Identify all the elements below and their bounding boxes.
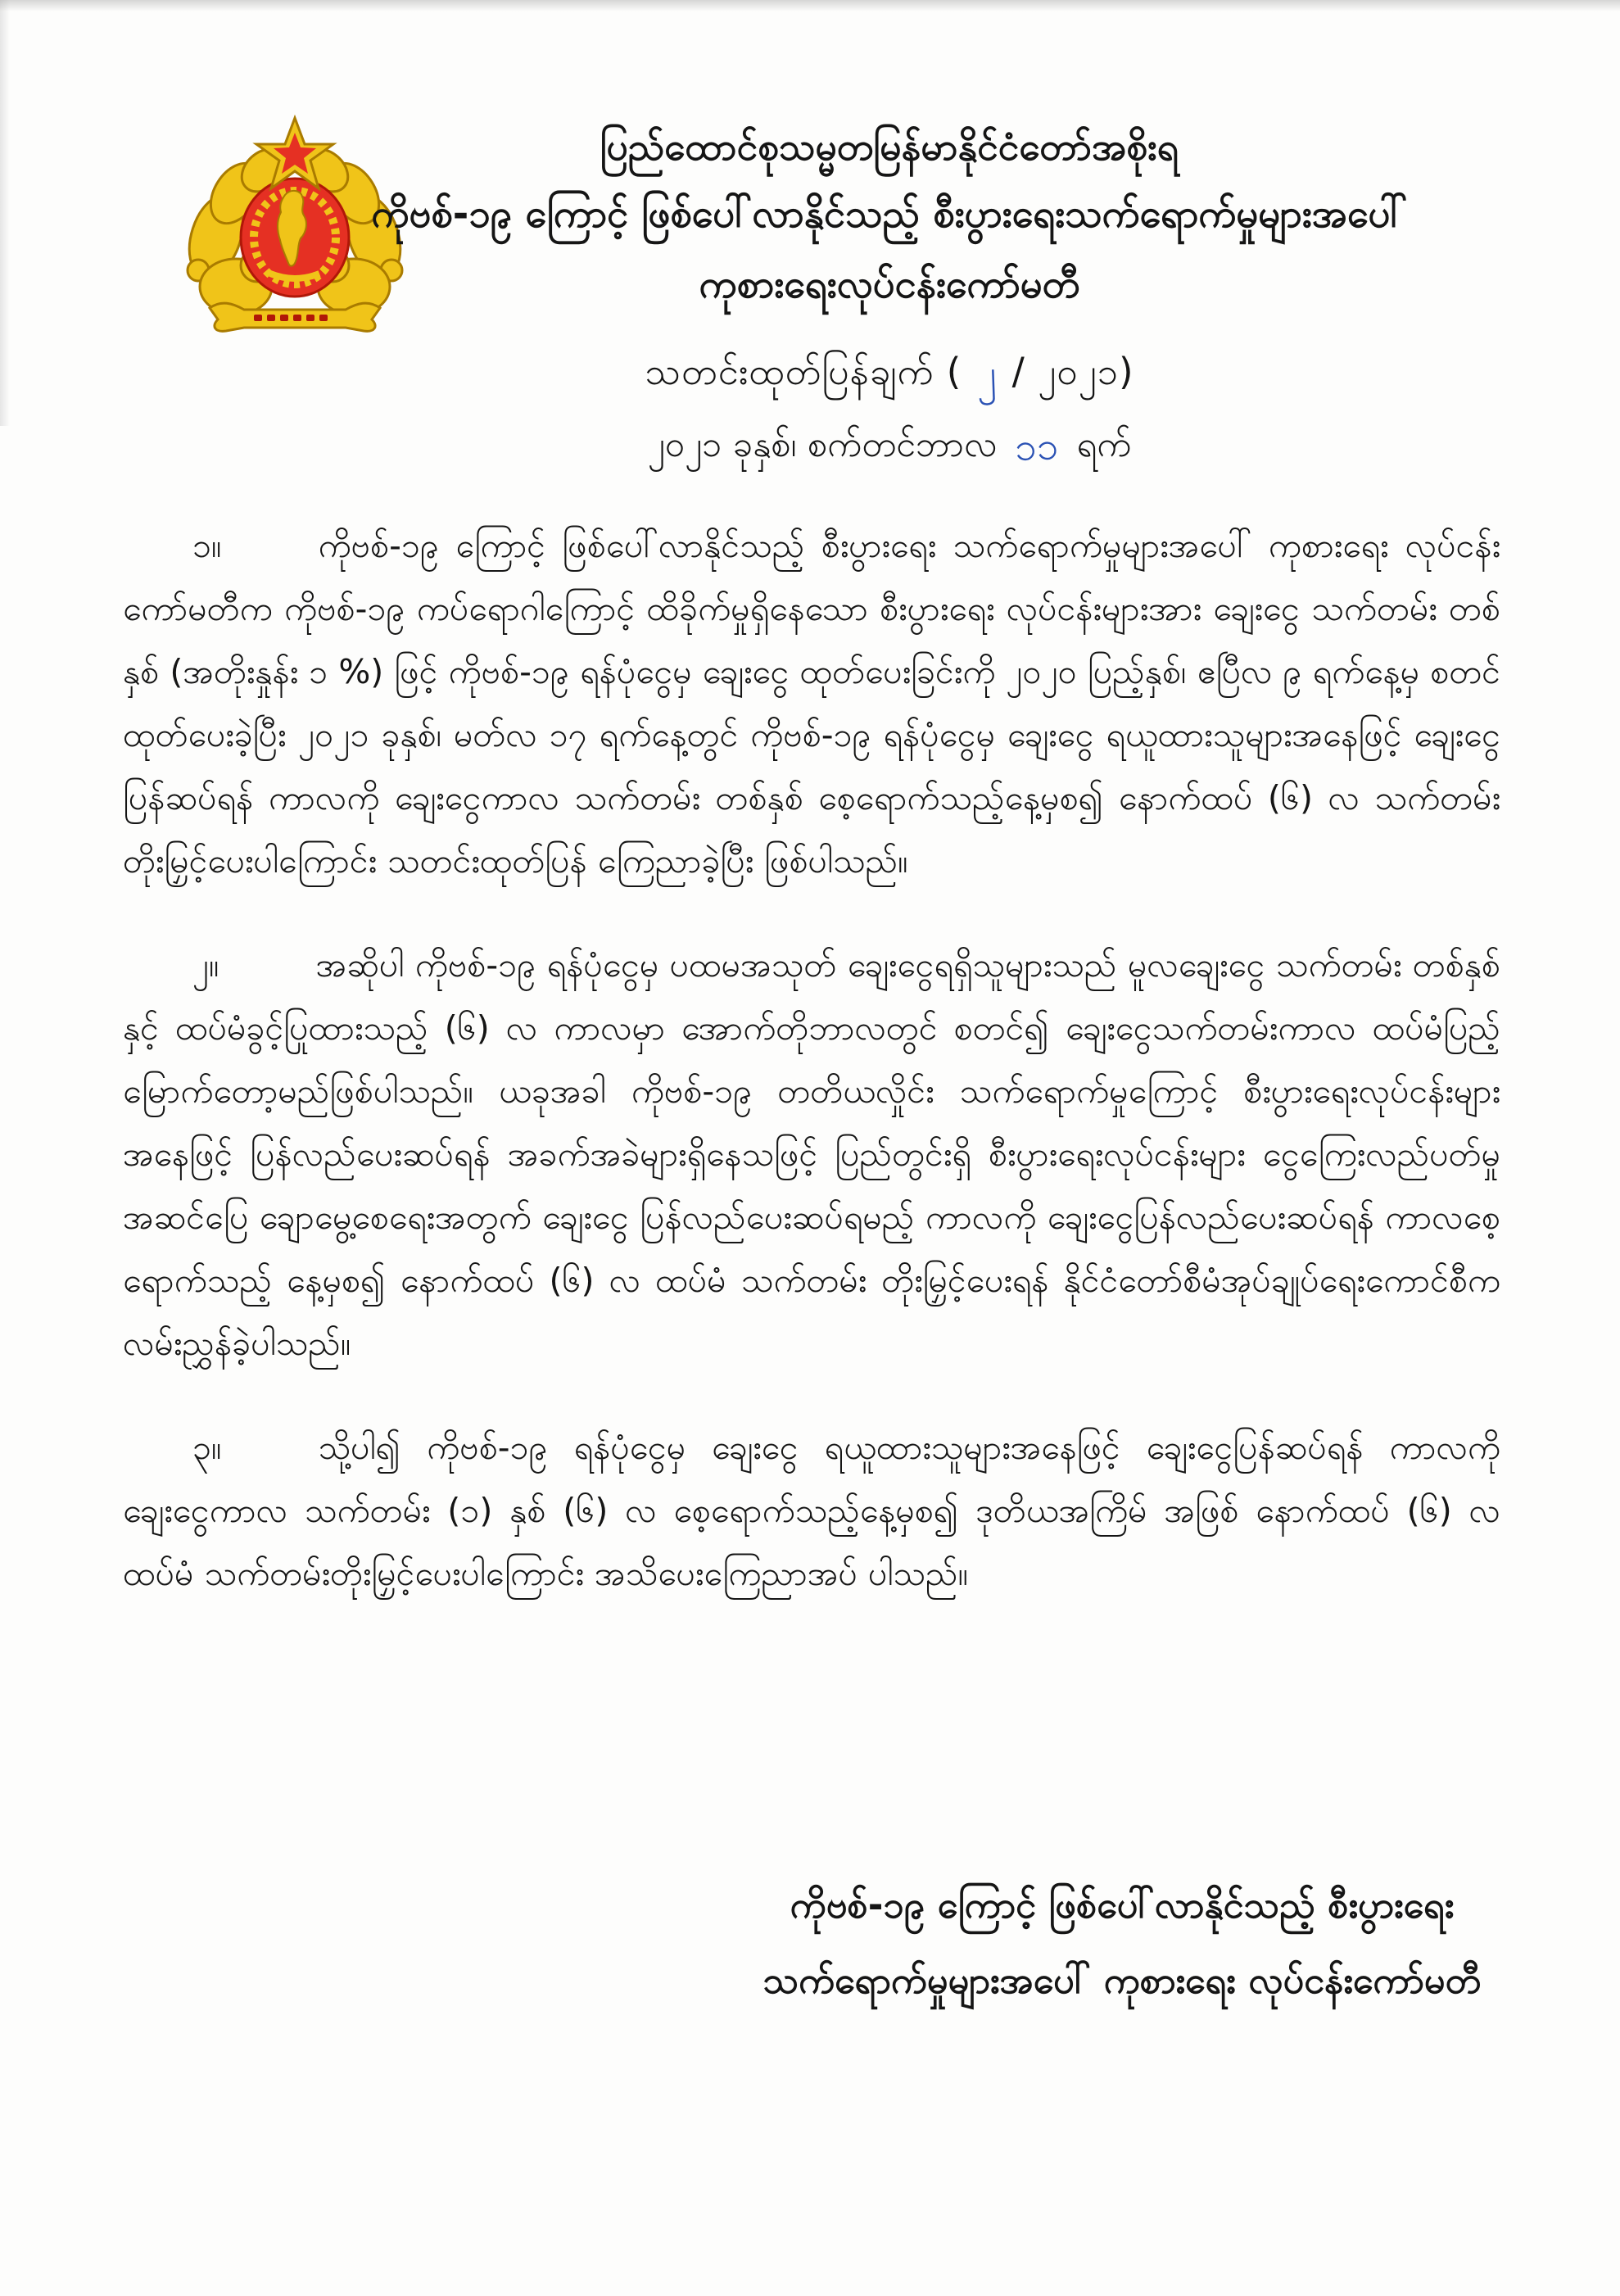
- signature-line-2: သက်ရောက်မှုများအပေါ် ကုစားရေး လုပ်ငန်းကော်မတီ: [762, 1959, 1482, 2002]
- paragraph-1-text: ကိုဗစ်-၁၉ ကြောင့် ဖြစ်ပေါ်လာနိုင်သည့် စီးပွားရေး သက်ရောက်မှုများအပေါ် ကုစားရေး လုပ်ငန်းကော်မတီက ကိုဗစ်-၁၉ ကပ်ရောဂါကြောင့် ထိခိုက်မှုရှိနေသော စီးပွားရေး လုပ်ငန်းများအား ချေးငွေ သက်တမ်း တစ်နှစ် (အတိုးနှုန်း ၁ %) ဖြင့် ကိုဗစ်-၁၉ ရန်ပုံငွေမှ ချေးငွေ ထုတ်ပေးခြင်းကို ၂၀၂၀ ပြည့်နှစ်၊ ဧပြီလ ၉ ရက်နေ့မှ စတင်ထုတ်ပေးခဲ့ပြီး ၂၀၂၁ ခုနှစ်၊ မတ်လ ၁၇ ရက်နေ့တွင် ကိုဗစ်-၁၉ ရန်ပုံငွေမှ ချေးငွေ ရယူထားသူများအနေဖြင့် ချေးငွေ ပြန်ဆပ်ရန် ကာလကို ချေးငွေကာလ သက်တမ်း တစ်နှစ် စေ့ရောက်သည့်နေ့မှစ၍ နောက်ထပ် (၆) လ သက်တမ်းတိုးမြှင့်ပေးပါကြောင်း သတင်းထုတ်ပြန် ကြေညာခဲ့ပြီး ဖြစ်ပါသည်။: [123, 526, 1500, 881]
- paragraph-2: [123, 934, 1500, 1375]
- paragraph-3: [123, 1416, 1500, 1605]
- release-suffix: / ၂၀၂၁): [1011, 350, 1134, 393]
- date-line: [278, 423, 1500, 470]
- release-prefix: သတင်းထုတ်ပြန်ချက် (: [645, 350, 962, 393]
- committee-name-line-2: ကုစားရေးလုပ်ငန်းကော်မတီ: [699, 262, 1080, 307]
- paragraph-2-text: အဆိုပါ ကိုဗစ်-၁၉ ရန်ပုံငွေမှ ပထမအသုတ် ချေးငွေရရှိသူများသည် မူလချေးငွေ သက်တမ်း တစ်နှစ်နှင့် ထပ်မံခွင့်ပြုထားသည့် (၆) လ ကာလမှာ အောက်တိုဘာလတွင် စတင်၍ ချေးငွေသက်တမ်းကာလ ထပ်မံပြည့်မြောက်တော့မည်ဖြစ်ပါသည်။ ယခုအခါ ကိုဗစ်-၁၉ တတိယလှိုင်း သက်ရောက်မှုကြောင့် စီးပွားရေးလုပ်ငန်းများ အနေဖြင့် ပြန်လည်ပေးဆပ်ရန် အခက်အခဲများရှိနေသဖြင့် ပြည်တွင်းရှိ စီးပွားရေးလုပ်ငန်းများ ငွေကြေးလည်ပတ်မှု အဆင်ပြေ ချောမွေ့စေရေးအတွက် ချေးငွေ ပြန်လည်ပေးဆပ်ရမည့် ကာလကို ချေးငွေပြန်လည်ပေးဆပ်ရန် ကာလစေ့ရောက်သည့် နေ့မှစ၍ နောက်ထပ် (၆) လ ထပ်မံ သက်တမ်း တိုးမြှင့်ပေးရန် နိုင်ငံတော်စီမံအုပ်ချုပ်ရေးကောင်စီက လမ်းညွှန်ခဲ့ပါသည်။: [123, 945, 1500, 1363]
- paragraph-3-text: သို့ပါ၍ ကိုဗစ်-၁၉ ရန်ပုံငွေမှ ချေးငွေ ရယူထားသူများအနေဖြင့် ချေးငွေပြန်ဆပ်ရန် ကာလကို ချေးငွေကာလ သက်တမ်း (၁) နှစ် (၆) လ စေ့ရောက်သည့်နေ့မှစ၍ ဒုတိယအကြိမ် အဖြစ် နောက်ထပ် (၆) လ ထပ်မံ သက်တမ်းတိုးမြှင့်ပေးပါကြောင်း အသိပေးကြေညာအပ် ပါသည်။: [123, 1428, 1500, 1593]
- document-header: [278, 125, 1500, 470]
- scan-artifact-top-edge: [0, 0, 1620, 11]
- signature-block: [737, 1868, 1507, 2018]
- date-prefix: ၂၀၂၁ ခုနှစ်၊ စက်တင်ဘာလ: [647, 424, 998, 465]
- press-release-number-line: [278, 351, 1500, 424]
- committee-name-line-1: ကိုဗစ်-၁၉ ကြောင့် ဖြစ်ပေါ်လာနိုင်သည့် စီးပွားရေးသက်ရောက်မှုများအပေါ်: [371, 192, 1408, 237]
- scan-artifact-left-edge: [0, 0, 10, 426]
- paragraph-1: [123, 514, 1500, 893]
- date-day-handwritten: ၁၁: [1014, 423, 1060, 470]
- paragraph-1-number: ၁။: [192, 526, 222, 565]
- paragraph-2-number: ၂။: [192, 945, 219, 985]
- release-number-handwritten: ၂: [975, 349, 998, 398]
- document-body: [123, 514, 1500, 1646]
- date-suffix: ရက်: [1076, 424, 1132, 465]
- paragraph-3-number: ၃။: [192, 1428, 222, 1467]
- government-title: ပြည်ထောင်စုသမ္မတမြန်မာနိုင်ငံတော်အစိုးရ: [600, 125, 1179, 169]
- signature-line-1: ကိုဗစ်-၁၉ ကြောင့် ဖြစ်ပေါ်လာနိုင်သည့် စီးပွားရေး: [790, 1883, 1455, 1927]
